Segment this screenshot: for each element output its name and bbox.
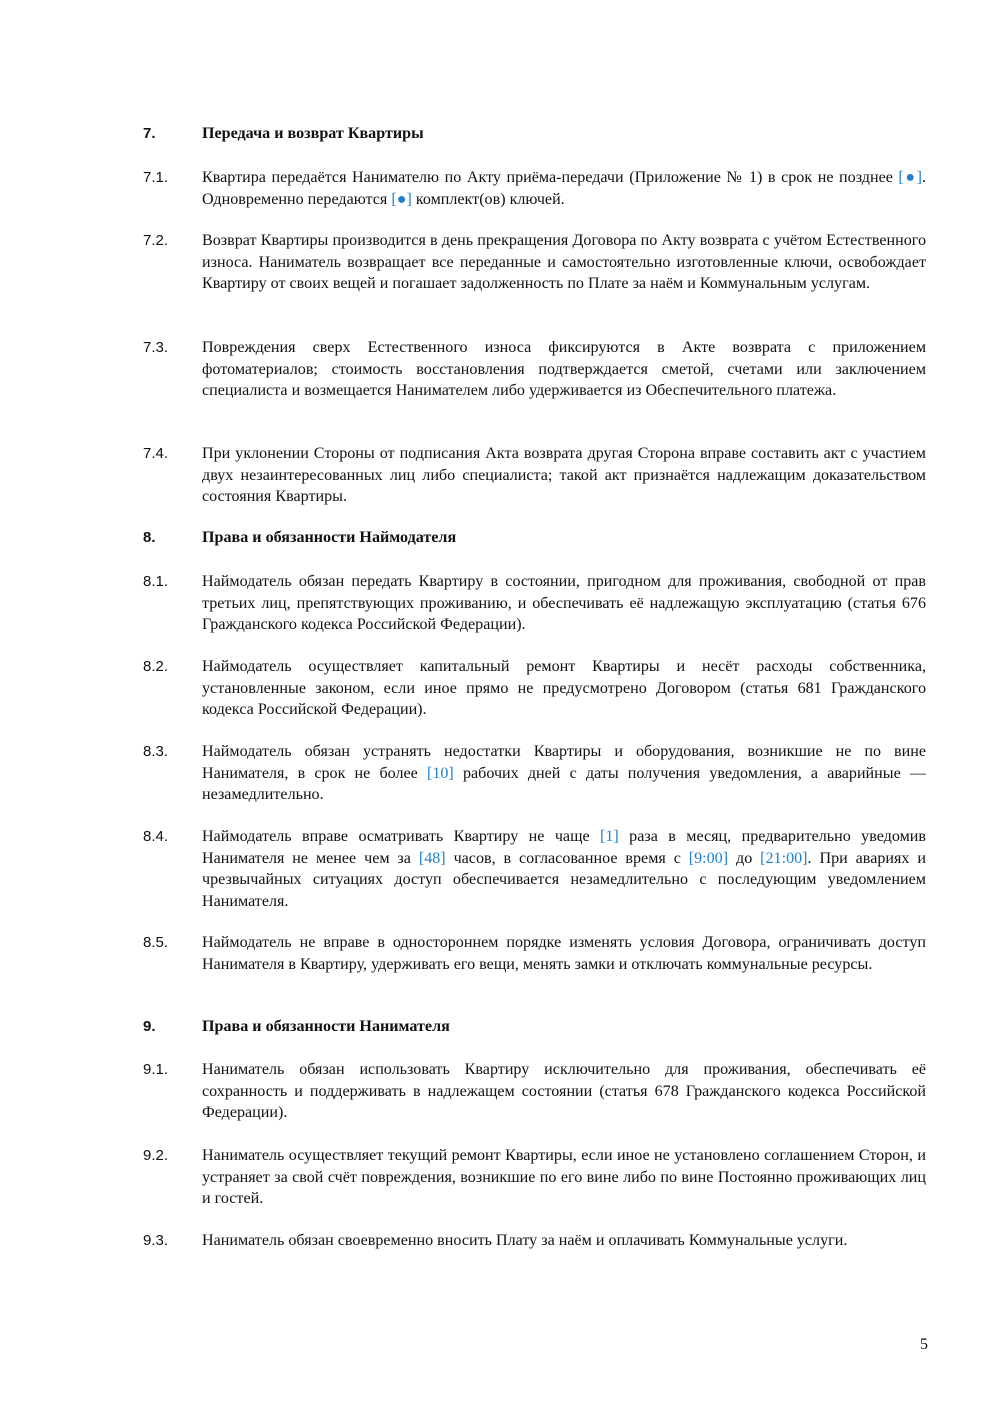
clause-number: 9.1. (143, 1061, 169, 1078)
clause-text: Наниматель обязан использовать Квартиру исключительно для проживания, обеспечивать её сохранность и поддерживать в надлежащем состоянии (статья 678 Гражданского кодекса Российской Федерации). (202, 1061, 926, 1121)
clause-text: Наймодатель вправе осматривать Квартиру не чаще [1] раза в месяц, предварительно уведомив Нанимателя не менее чем за [48] часов, в согласованное время с [9:00] до [21:00]. При авариях и чрезвычайных ситуациях доступ обеспечивается незамедлительно с последующим уведомлением Нанимателя. (202, 828, 926, 910)
clause-number: 9.2. (143, 1147, 169, 1164)
clause-text: Наниматель обязан своевременно вносить Плату за наём и оплачивать Коммунальные услуги. (202, 1232, 848, 1249)
placeholder: [21:00] (760, 849, 808, 867)
clause-number: 8.2. (143, 658, 169, 675)
clause-text: Наймодатель обязан устранять недостатки Квартиры и оборудования, возникшие не по вине Нанимателя, в срок не более [10] рабочих дней с даты получения уведомления, а аварийные — незамедлительно. (202, 743, 926, 803)
placeholder: [10] (426, 764, 454, 782)
clause-number: 9.3. (143, 1232, 169, 1249)
section-number: 9. (143, 1018, 156, 1035)
clause-text: Возврат Квартиры производится в день прекращения Договора по Акту возврата с учётом Естественного износа. Наниматель возвращает все переданные и самостоятельно изготовленные ключи, освобождает Квартиру от своих вещей и погашает задолженность по Плате за наём и Коммунальным услугам. (202, 232, 926, 292)
section-title: Права и обязанности Нанимателя (202, 1018, 450, 1035)
clause-number: 8.3. (143, 743, 169, 760)
placeholder: [1] (600, 828, 619, 845)
placeholder: [●] (898, 169, 922, 186)
section-title: Права и обязанности Наймодателя (202, 529, 457, 546)
clause-text: Наймодатель обязан передать Квартиру в состоянии, пригодном для проживания, свободной от прав третьих лиц, препятствующих проживанию, и обеспечивать её надлежащую эксплуатацию (статья 676 Гражданского кодекса Российской Федерации). (202, 573, 926, 633)
clause-number: 8.1. (143, 573, 169, 590)
clause-text: При уклонении Стороны от подписания Акта возврата другая Сторона вправе составить акт с участием двух незаинтересованных лиц либо специалиста; такой акт признаётся надлежащим доказательством состояния Квартиры. (202, 445, 926, 505)
section-number: 7. (143, 125, 156, 142)
page-number: 5 (920, 1336, 928, 1353)
clause-text: Квартира передаётся Нанимателю по Акту приёма-передачи (Приложение № 1) в срок не позднее [●]. Одновременно передаются [●] комплект(ов) ключей. (202, 169, 926, 208)
clause-number: 8.4. (143, 828, 169, 845)
placeholder: [9:00] (688, 849, 729, 867)
clause-text: Наймодатель не вправе в одностороннем порядке изменять условия Договора, ограничивать доступ Нанимателя в Квартиру, удерживать его вещи, менять замки и отключать коммунальные ресурсы. (202, 934, 926, 973)
clause-text: Наниматель осуществляет текущий ремонт Квартиры, если иное не установлено соглашением Сторон, и устраняет за свой счёт повреждения, возникшие по его вине либо по вине Постоянно проживающих лиц и гостей. (202, 1147, 926, 1207)
clause-number: 8.5. (143, 934, 169, 951)
section-number: 8. (143, 529, 156, 546)
clause-number: 7.1. (143, 169, 169, 186)
clause-text: Повреждения сверх Естественного износа фиксируются в Акте возврата с приложением фотоматериалов; стоимость восстановления подтверждается сметой, счетами или заключением специалиста и возмещается Нанимателем либо удерживается из Обеспечительного платежа. (202, 339, 926, 399)
placeholder: [●] (391, 190, 412, 208)
clause-number: 7.4. (143, 445, 169, 462)
clause-number: 7.3. (143, 339, 169, 356)
clause-text: Наймодатель осуществляет капитальный ремонт Квартиры и несёт расходы собственника, установленные законом, если иное прямо не предусмотрено Договором (статья 681 Гражданского кодекса Российской Федерации). (202, 658, 926, 718)
section-title: Передача и возврат Квартиры (202, 125, 424, 142)
clause-number: 7.2. (143, 232, 169, 249)
placeholder: [48] (418, 849, 446, 867)
